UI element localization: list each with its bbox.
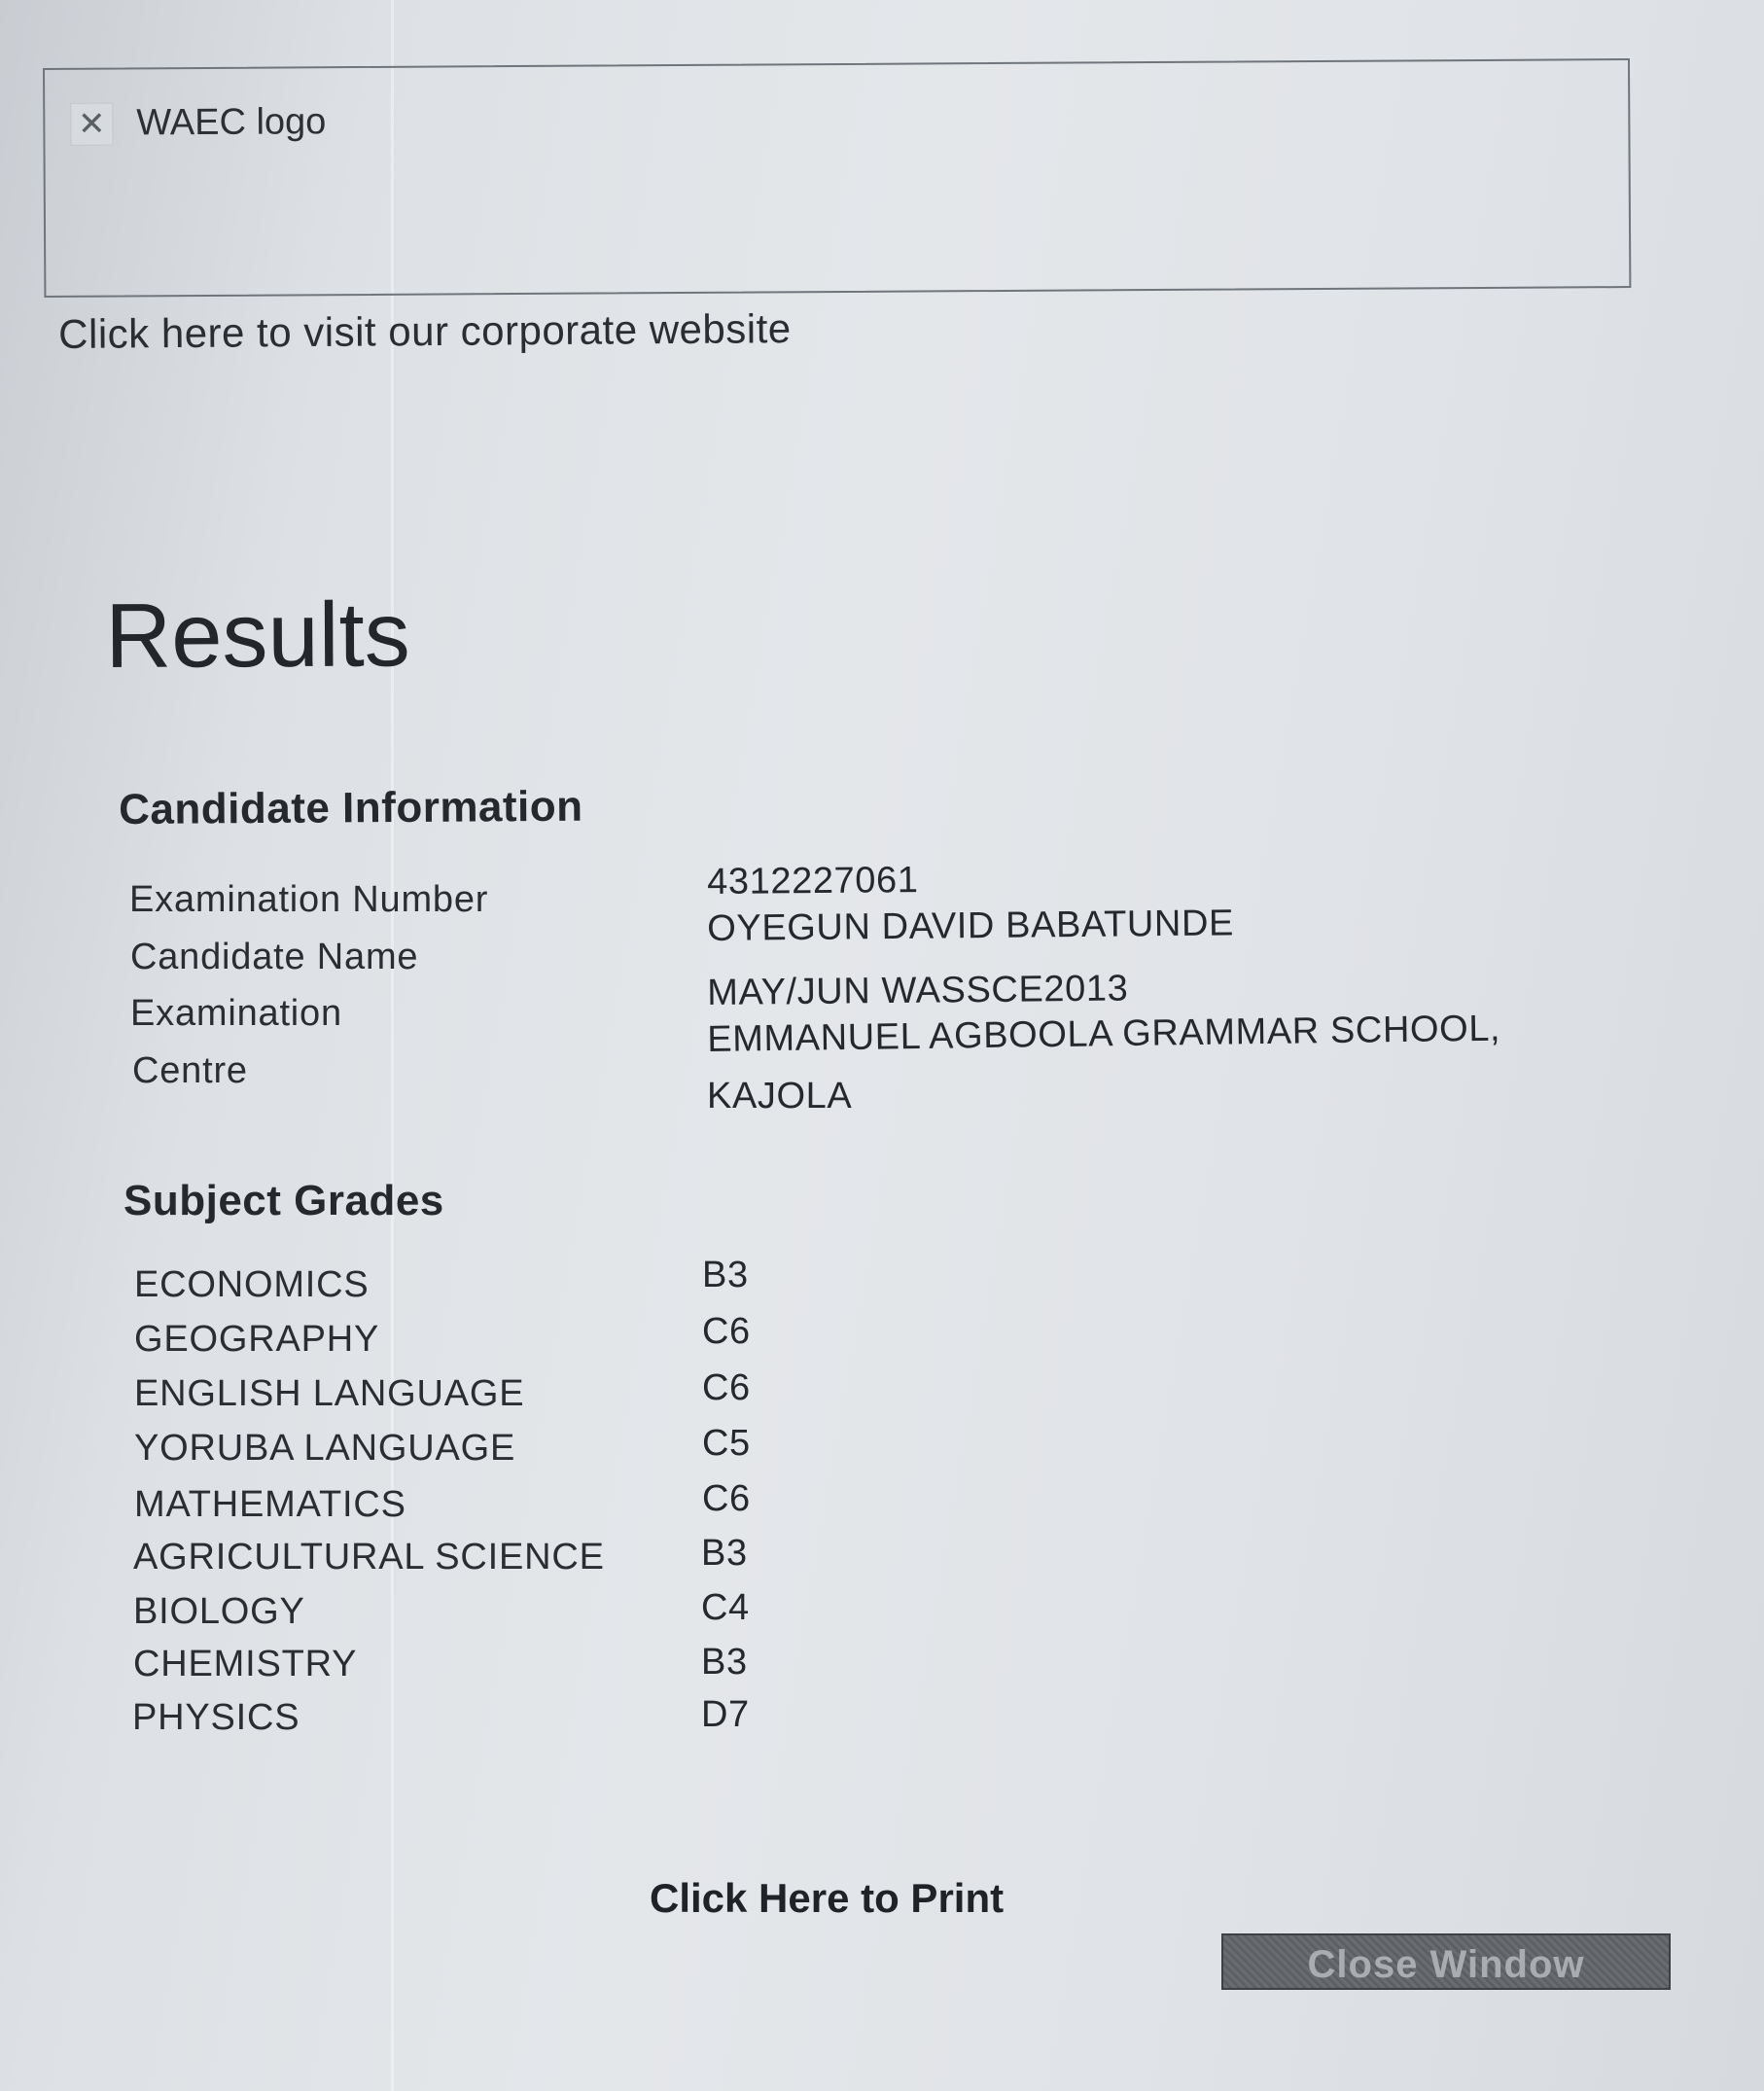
print-link[interactable]: Click Here to Print [650,1875,1005,1921]
subject-economics: ECONOMICS [134,1264,370,1305]
subject-english-language: ENGLISH LANGUAGE [134,1373,525,1414]
subject-yoruba-language: YORUBA LANGUAGE [134,1428,516,1469]
info-label-examination: Examination [130,993,342,1034]
subject-biology: BIOLOGY [133,1591,305,1632]
info-value-centre-line2: KAJOLA [707,1076,853,1116]
info-label-exam-number: Examination Number [129,879,489,920]
subject-agricultural-science: AGRICULTURAL SCIENCE [133,1537,605,1577]
info-label-centre: Centre [132,1050,248,1091]
candidate-info-heading: Candidate Information [119,782,583,833]
grade-biology: C4 [701,1587,750,1628]
info-label-candidate-name: Candidate Name [130,937,419,977]
page-title: Results [105,583,411,687]
corporate-website-link[interactable]: Click here to visit our corporate website [58,305,792,357]
grade-physics: D7 [701,1694,750,1735]
grade-agricultural-science: B3 [701,1533,748,1574]
grade-yoruba-language: C5 [702,1423,751,1464]
grade-economics: B3 [702,1255,749,1295]
info-value-exam-number: 4312227061 [707,860,919,903]
grade-english-language: C6 [702,1367,751,1408]
logo-frame [43,58,1631,298]
subject-chemistry: CHEMISTRY [133,1644,358,1684]
info-value-candidate-name: OYEGUN DAVID BABATUNDE [707,903,1235,949]
subject-physics: PHYSICS [132,1697,300,1738]
logo-alt-text: WAEC logo [136,101,327,144]
subject-grades-heading: Subject Grades [123,1177,444,1224]
grade-chemistry: B3 [701,1642,748,1683]
info-value-examination: MAY/JUN WASSCE2013 [707,968,1129,1013]
grade-geography: C6 [702,1311,751,1352]
subject-geography: GEOGRAPHY [134,1319,380,1360]
broken-image-icon: ✕ [70,103,113,146]
info-value-centre: EMMANUEL AGBOOLA GRAMMAR SCHOOL, [707,1008,1501,1060]
close-window-button[interactable]: Close Window [1221,1933,1671,1990]
grade-mathematics: C6 [702,1478,751,1519]
subject-mathematics: MATHEMATICS [134,1484,406,1525]
